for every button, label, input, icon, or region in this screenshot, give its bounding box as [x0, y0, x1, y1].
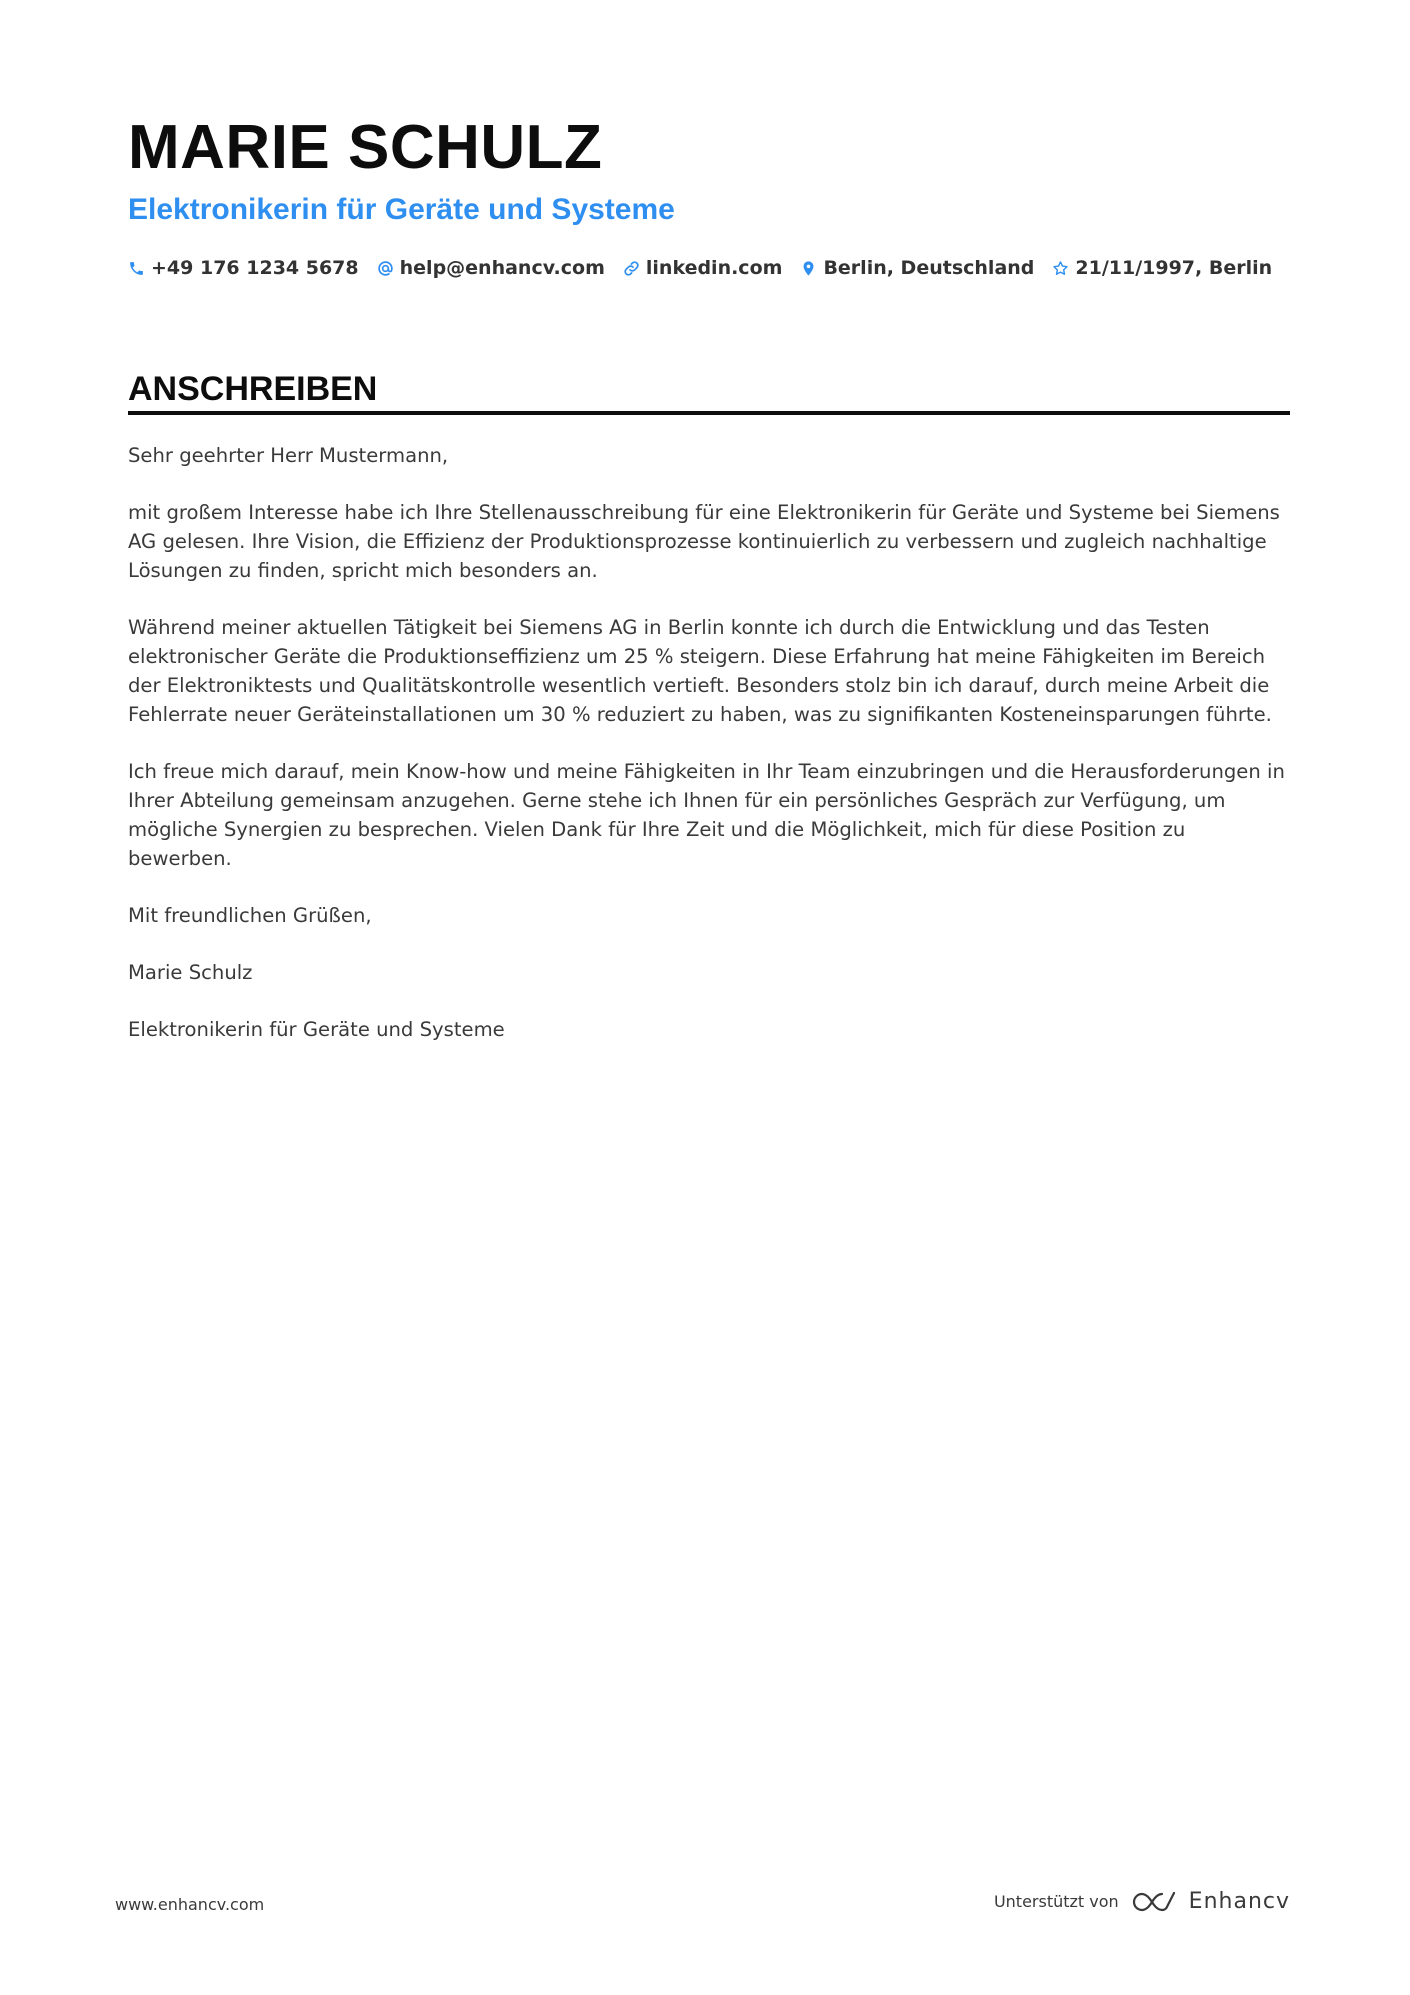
- contact-email-text: help@enhancv.com: [399, 257, 605, 279]
- section-divider: [128, 411, 1290, 415]
- at-icon: [377, 260, 394, 277]
- enhancv-logo-icon: [1131, 1889, 1177, 1915]
- star-icon: [1052, 260, 1069, 277]
- contact-location: [800, 253, 1034, 283]
- contact-location-text: Berlin, Deutschland: [823, 257, 1035, 279]
- letter-signature-title: Elektronikerin für Geräte und Systeme: [128, 1018, 505, 1041]
- contact-birth-text: 21/11/1997, Berlin: [1075, 257, 1273, 279]
- phone-icon: [128, 260, 145, 277]
- contact-email: [377, 253, 605, 283]
- letter-body: [128, 441, 1290, 1072]
- applicant-name: MARIE SCHULZ: [128, 113, 603, 182]
- enhancv-brand-text: Enhancv: [1188, 1889, 1290, 1914]
- letter-salutation: Sehr geehrter Herr Mustermann,: [128, 444, 449, 467]
- applicant-title: Elektronikerin für Geräte und Systeme: [128, 193, 675, 226]
- contact-linkedin-text: linkedin.com: [645, 257, 783, 279]
- section-title: ANSCHREIBEN: [128, 370, 378, 408]
- contact-phone-text: +49 176 1234 5678: [151, 257, 359, 279]
- location-pin-icon: [800, 260, 817, 277]
- enhancv-brand[interactable]: [1131, 1887, 1290, 1917]
- footer-website[interactable]: www.enhancv.com: [115, 1895, 265, 1914]
- contact-phone: [128, 253, 359, 283]
- letter-paragraph-1: mit großem Interesse habe ich Ihre Stellenausschreibung für eine Elektronikerin für Geräte und Systeme bei Siemens AG gelesen. Ihre Vision, die Effizienz der Produktionsprozesse kontinuierlich zu verbessern und zugleich nachhaltige Lösungen zu finden, spricht mich besonders an.: [128, 501, 1280, 582]
- powered-by-label: Unterstützt von: [993, 1892, 1119, 1911]
- letter-closing: Mit freundlichen Grüßen,: [128, 904, 372, 927]
- letter-paragraph-2: Während meiner aktuellen Tätigkeit bei Siemens AG in Berlin konnte ich durch die Entwicklung und das Testen elektronischer Geräte die Produktionseffizienz um 25 % steigern. Diese Erfahrung hat meine Fähigkeiten im Bereich der Elektroniktests und Qualitätskontrolle wesentlich vertieft. Besonders stolz bin ich darauf, durch meine Arbeit die Fehlerrate neuer Geräteinstallationen um 30 % reduziert zu haben, was zu signifikanten Kosteneinsparungen führte.: [128, 616, 1272, 726]
- letter-paragraph-3: Ich freue mich darauf, mein Know-how und meine Fähigkeiten in Ihr Team einzubringen und die Herausforderungen in Ihrer Abteilung gemeinsam anzugehen. Gerne stehe ich Ihnen für ein persönliches Gespräch zur Verfügung, um mögliche Synergien zu besprechen. Vielen Dank für Ihre Zeit und die Möglichkeit, mich für diese Position zu bewerben.: [128, 760, 1285, 870]
- footer-branding: [994, 1887, 1290, 1917]
- contact-linkedin: [623, 253, 783, 283]
- contact-bar: [128, 253, 1272, 283]
- contact-birth: [1052, 253, 1272, 283]
- letter-signature-name: Marie Schulz: [128, 961, 253, 984]
- link-icon: [623, 260, 640, 277]
